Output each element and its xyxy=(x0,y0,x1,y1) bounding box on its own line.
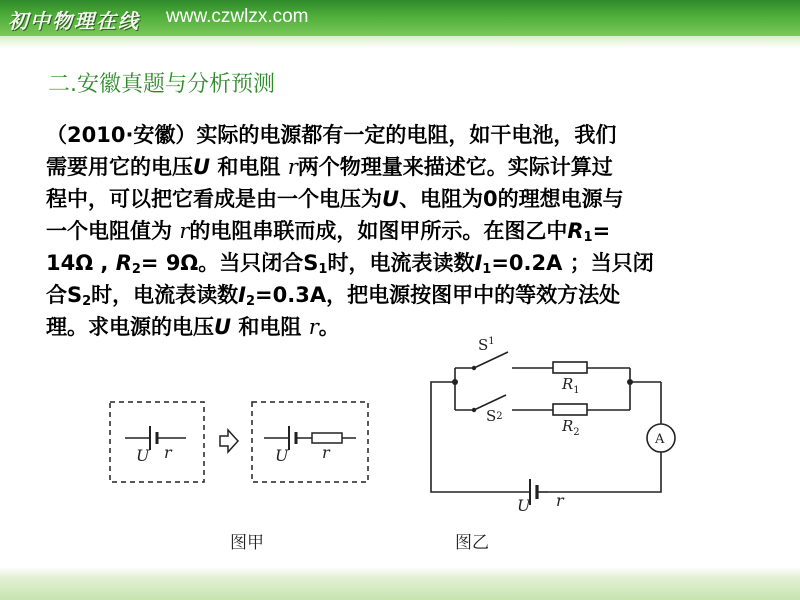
label-R1: $R_1$ xyxy=(562,375,580,396)
subscript: 1 xyxy=(318,262,328,277)
switch-contact xyxy=(472,366,476,370)
right-arrow-icon xyxy=(220,430,238,452)
text-run: 、电阻为0的理想电源与 xyxy=(399,187,624,211)
subscript: 2 xyxy=(82,294,92,309)
symbol-U: U xyxy=(214,315,232,339)
symbol-r: r xyxy=(179,219,190,243)
ammeter-label: A xyxy=(655,432,665,447)
figure-yi xyxy=(431,352,675,505)
text-run: 一个电阻值为 xyxy=(46,219,180,243)
footer-band xyxy=(0,567,800,600)
figure-jia-caption: 图甲 xyxy=(230,533,264,553)
label-U: U xyxy=(275,446,289,465)
text-run: =0.3A，把电源按图甲中的等效方法处 xyxy=(255,283,621,307)
figure-jia xyxy=(110,402,368,482)
text-run: 程中，可以把它看成是由一个电压为 xyxy=(46,187,382,211)
label-R2: $R_2$ xyxy=(562,417,580,438)
subscript: 1 xyxy=(583,230,593,245)
brand-url[interactable]: www.czwlzx.com xyxy=(166,6,309,27)
label-r: r xyxy=(322,443,330,462)
subscript: 1 xyxy=(482,262,492,277)
text-run: 合S xyxy=(46,283,83,307)
symbol-R: R xyxy=(567,219,584,243)
label-S2: S2 xyxy=(486,407,503,425)
symbol-I: I xyxy=(238,283,246,307)
label-U: U xyxy=(136,446,150,465)
text-run: 两个物理量来描述它。实际计算过 xyxy=(297,155,613,179)
text-run: 14Ω , xyxy=(46,251,116,275)
resistor-r1 xyxy=(553,362,587,373)
subscript: 2 xyxy=(131,262,141,277)
text-run: 和电阻 xyxy=(231,315,309,339)
label-S1: $S^1$ xyxy=(478,336,495,354)
resistor-r2 xyxy=(553,404,587,415)
symbol-r: r xyxy=(287,155,298,179)
text-run: 时，电流表读数 xyxy=(91,283,239,307)
text-run: 。 xyxy=(318,315,340,339)
symbol-U: U xyxy=(193,155,211,179)
switch-contact xyxy=(472,408,476,412)
figure-yi-caption: 图乙 xyxy=(455,533,489,553)
subscript: 2 xyxy=(246,294,256,309)
text-run: 和电阻 xyxy=(210,155,288,179)
text-run: 时，电流表读数 xyxy=(327,251,475,275)
resistor-r xyxy=(312,433,342,443)
text-run: （2010·安徽）实际的电源都有一定的电阻，如干电池，我们 xyxy=(46,123,617,147)
dashed-box-right xyxy=(252,402,368,482)
symbol-R: R xyxy=(115,251,132,275)
label-r: r xyxy=(556,491,564,510)
section-title: 二.安徽真题与分析预测 xyxy=(48,72,275,97)
junction-dots xyxy=(452,366,633,412)
junction-dot xyxy=(627,379,633,385)
label-U: U xyxy=(517,496,531,515)
text-run: 理。求电源的电压 xyxy=(46,315,214,339)
text-run: = xyxy=(592,219,611,243)
symbol-r: r xyxy=(308,315,319,339)
text-run: = 9Ω。当只闭合S xyxy=(140,251,319,275)
junction-dot xyxy=(452,379,458,385)
brand-logo-text: 初中物理在线 xyxy=(8,9,140,33)
symbol-U: U xyxy=(382,187,400,211)
label-r: r xyxy=(164,443,172,462)
text-run: =0.2A ；当只闭 xyxy=(491,251,654,275)
wire-bottom-right xyxy=(548,452,661,492)
text-run: 的电阻串联而成，如图甲所示。在图乙中 xyxy=(189,219,568,243)
text-run: 需要用它的电压 xyxy=(46,155,193,179)
switch-s1-blade xyxy=(474,352,508,368)
symbol-I: I xyxy=(474,251,483,275)
wire-left-bottom xyxy=(431,382,530,492)
